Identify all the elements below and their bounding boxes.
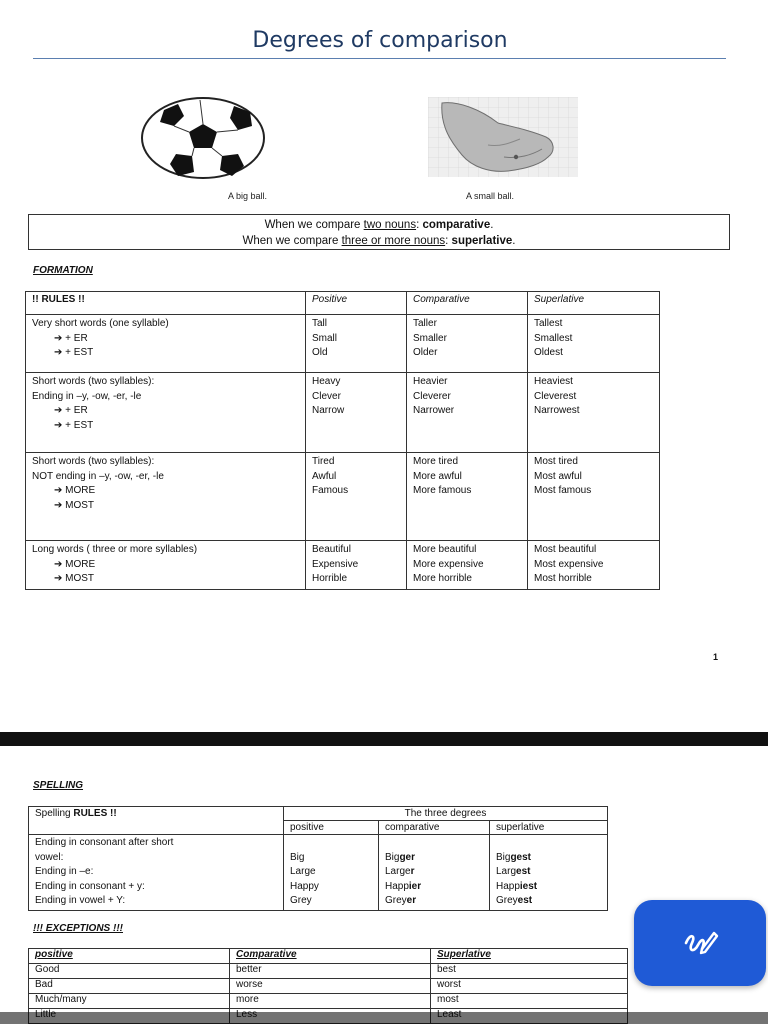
- page-divider: [0, 732, 768, 746]
- title-underline: [33, 58, 726, 59]
- table-row: Short words (two syllables): Ending in –y, -ow, -er, -le ➔ + ER ➔ + EST Heavy Clever Narrow Heavier Cleverer Narrower Heaviest Cleverest Narrowest: [26, 373, 660, 453]
- table-row: Ending in consonant after short vowel: Ending in –e: Ending in consonant + y: Ending in vowel + Y: Big Large Happy Grey Bigger Larger Happier Greyer Biggest Largest Happiest Greyest: [29, 835, 608, 911]
- positive-subheader: positive: [284, 821, 379, 835]
- table-row: Much/many more most: [29, 994, 628, 1009]
- spelling-rules-header: Spelling RULES !!: [29, 807, 284, 835]
- big-ball-caption: A big ball.: [228, 191, 268, 201]
- table-header-row: [29, 949, 628, 964]
- exceptions-superlative-header: Superlative: [431, 949, 628, 964]
- table-row: Short words (two syllables): NOT ending in –y, -ow, -er, -le ➔ MORE ➔ MOST Tired Awful Famous More tired More awful More famous Most tired Most awful Most famous: [26, 453, 660, 541]
- table-row: Good better best: [29, 964, 628, 979]
- comparative-header: Comparative: [407, 292, 528, 315]
- spelling-heading: SPELLING: [33, 780, 84, 791]
- table-row: Bad worse worst: [29, 979, 628, 994]
- comparative-definition: When we compare two nouns: comparative.: [264, 219, 494, 231]
- comparison-definition-box: [28, 214, 730, 250]
- spelling-table: [28, 806, 608, 911]
- rules-header: !! RULES !!: [26, 292, 306, 315]
- bottom-toolbar-shade: [0, 1012, 768, 1024]
- superlative-subheader: superlative: [490, 821, 608, 835]
- exceptions-positive-header: positive: [29, 949, 230, 964]
- small-ball-caption: A small ball.: [466, 191, 515, 201]
- superlative-header: Superlative: [528, 292, 660, 315]
- pen-scribble-icon: [680, 923, 720, 963]
- comparative-subheader: comparative: [379, 821, 490, 835]
- formation-table: [25, 291, 660, 590]
- hand-image: [428, 97, 578, 177]
- table-row: Long words ( three or more syllables) ➔ MORE ➔ MOST Beautiful Expensive Horrible More beautiful More expensive More horrible Most beautiful Most expensive Most horrible: [26, 541, 660, 590]
- superlative-definition: When we compare three or more nouns: superlative.: [242, 235, 516, 247]
- three-degrees-header: The three degrees: [284, 807, 608, 821]
- exceptions-comparative-header: Comparative: [230, 949, 431, 964]
- positive-header: Positive: [306, 292, 407, 315]
- exceptions-heading: !!! EXCEPTIONS !!!: [33, 923, 123, 934]
- page-title: Degrees of comparison: [252, 28, 508, 53]
- big-ball-image: [140, 96, 266, 180]
- page-number: 1: [713, 652, 719, 662]
- table-row: Very short words (one syllable) ➔ + ER ➔ + EST Tall Small Old Taller Smaller Older Tallest Smallest Oldest: [26, 315, 660, 373]
- table-header-row: [29, 807, 608, 821]
- table-header-row: [26, 292, 660, 315]
- formation-heading: FORMATION: [33, 265, 93, 276]
- annotate-fab-button[interactable]: [634, 900, 766, 986]
